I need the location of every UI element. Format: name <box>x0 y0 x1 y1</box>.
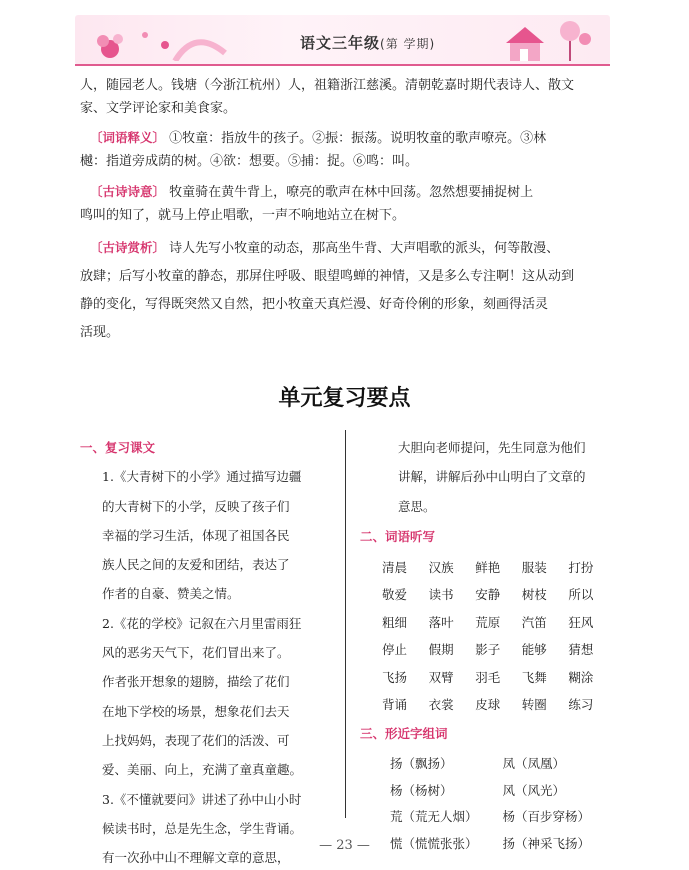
house-tree-decoration-icon <box>490 19 600 63</box>
similar-chars-row: 扬（飘扬） 凤（凤凰） <box>390 756 566 772</box>
vocab-row: 停止 假期 影子 能够 猜想 <box>382 642 594 658</box>
vocab-row: 敬爱 读书 安静 树枝 所以 <box>382 587 594 603</box>
header-title: 语文三年级(第 学期) <box>300 34 436 52</box>
similar-chars-row: 慌（慌慌张张） 扬（神采飞扬） <box>390 835 591 851</box>
review-heading: 一、复习课文 <box>80 440 156 455</box>
page-header <box>75 15 610 65</box>
review-item-1: 1.《大青树下的小学》通过描写边疆 的大青树下的小学，反映了孩子们 幸福的学习生活，体现了祖国各民 族人民之间的友爱和团结，表达了 作者的自豪、赞美之情。 <box>102 469 302 602</box>
vocab-list <box>360 553 615 718</box>
review-column <box>80 433 338 870</box>
flower-decoration-icon <box>85 23 235 61</box>
review-item-3: 3.《不懂就要问》讲述了孙中山小时 候读书时，总是先生念，学生背诵。 有一次孙中山不理解文章的意思， <box>102 791 303 866</box>
vocab-row: 粗细 落叶 荒原 汽笛 狂风 <box>382 614 594 630</box>
poem-appreciation: 〔古诗赏析〕 诗人先写小牧童的动态，那高坐牛背、大声唱歌的派头，何等散漫、 放肆；后写小牧童的静态，那屏住呼吸、眼望鸣蝉的神情，又是多么专注啊！这从动到 静的变化，写得既突然又自然，把小牧童天真烂漫、好奇伶俐的形象，刻画得活灵 活现。 <box>80 240 575 340</box>
right-column <box>360 433 615 856</box>
header-divider <box>75 64 610 66</box>
appreciation-label: 〔古诗赏析〕 <box>90 240 166 255</box>
poem-meaning: 〔古诗诗意〕 牧童骑在黄牛背上，嘹亮的歌声在林中回荡。忽然想要捕捉树上 鸣叫的知了，就马上停止唱歌，一声不响地站立在树下。 <box>80 184 534 223</box>
vocab-heading: 二、词语听写 <box>360 528 436 544</box>
similar-chars-row: 荒（荒无人烟） 杨（百步穿杨） <box>390 809 591 825</box>
page-number: — 23 — <box>319 838 370 853</box>
vocab-row: 背诵 衣裳 皮球 转圈 练习 <box>382 697 594 713</box>
review-item-2: 2.《花的学校》记叙在六月里雷雨狂 风的恶劣天气下，花们冒出来了。 作者张开想象的翅膀，描绘了花们 在地下学校的场景，想象花们去天 上找妈妈，表现了花们的活泼、可 爱、美丽、向上，充满了童真童趣。 <box>102 615 303 778</box>
similar-chars-row: 杨（杨树） 风（风光） <box>390 782 566 798</box>
vocab-row: 飞扬 双臂 羽毛 飞舞 糊涂 <box>382 669 594 685</box>
similar-chars-heading: 三、形近字组词 <box>360 725 448 741</box>
section-title: 单元复习要点 <box>278 386 411 411</box>
definitions-label: 〔词语释义〕 <box>90 130 166 145</box>
column-divider <box>345 430 346 818</box>
review-item-3-continued: 大胆向老师提问，先生同意为他们 讲解，讲解后孙中山明白了文章的 意思。 <box>398 440 586 514</box>
meaning-label: 〔古诗诗意〕 <box>90 184 166 199</box>
vocab-row: 清晨 汉族 鲜艳 服装 打扮 <box>382 559 594 575</box>
word-definitions: 〔词语释义〕 ①牧童：指放牛的孩子。②振：振荡。说明牧童的歌声嘹亮。③林 樾：指道旁成荫的树。④欲：想要。⑤捕：捉。⑥鸣：叫。 <box>80 130 547 169</box>
intro-paragraph: 人，随园老人。钱塘（今浙江杭州）人，祖籍浙江慈溪。清朝乾嘉时期代表诗人、散文 家、文学评论家和美食家。 <box>80 78 575 116</box>
